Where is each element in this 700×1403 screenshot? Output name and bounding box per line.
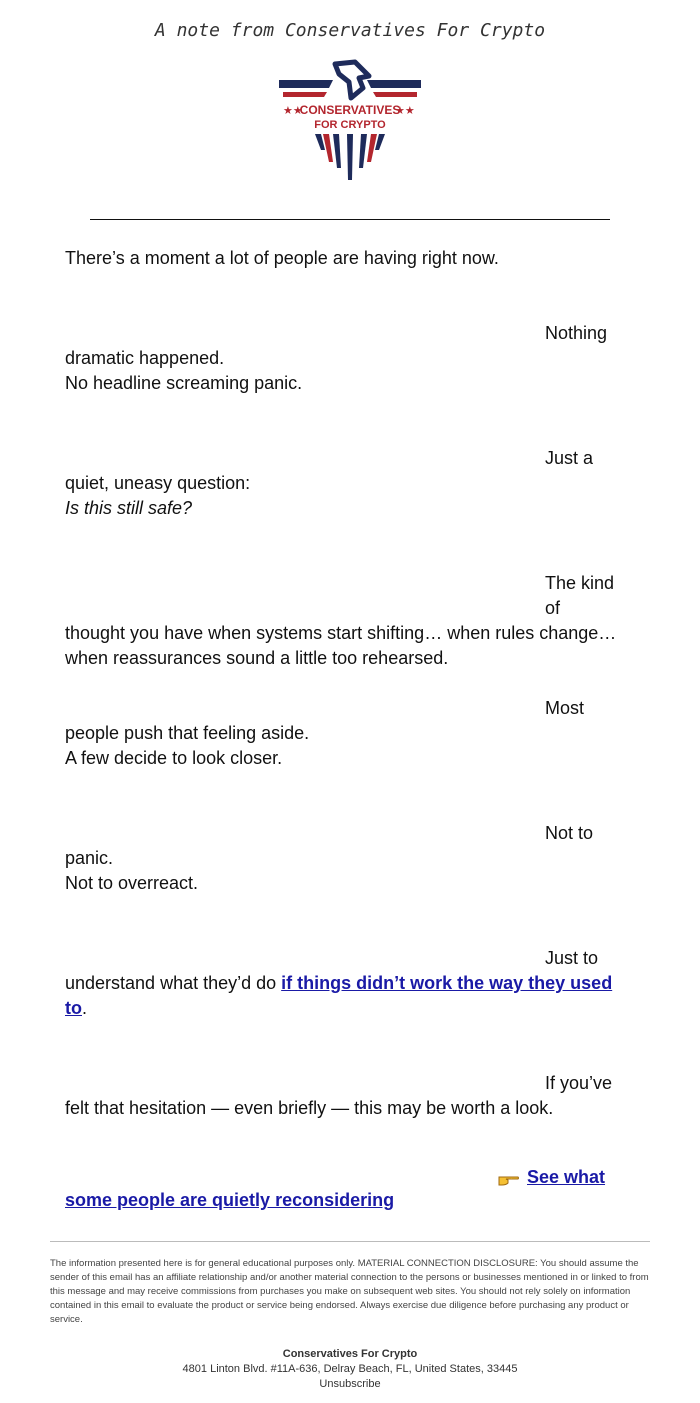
paragraph-6 xyxy=(65,821,625,896)
footer xyxy=(0,1347,700,1392)
paragraph-6-lead: Not to xyxy=(545,823,594,843)
paragraph-3 xyxy=(65,446,625,521)
footer-org-name: Conservatives For Crypto xyxy=(282,1348,418,1360)
svg-text:★★: ★★ xyxy=(395,104,415,117)
paragraph-7-text: understand what they’d do xyxy=(65,973,282,993)
logo-text-line1: CONSERVATIVES xyxy=(299,103,401,117)
conservatives-for-crypto-logo xyxy=(277,58,423,182)
paragraph-1: There’s a moment a lot of people are having right now. xyxy=(65,248,499,268)
footer-address: 4801 Linton Blvd. #11A-636, Delray Beach, FL, United States, 33445 xyxy=(182,1363,518,1375)
paragraph-3-lead: Just a xyxy=(545,448,594,468)
paragraph-7-tail: . xyxy=(82,998,88,1018)
paragraph-5 xyxy=(65,696,625,771)
cta-link[interactable]: See what some people are quietly reconsidering xyxy=(65,1167,606,1210)
paragraph-6-line2: Not to overreact. xyxy=(65,873,199,893)
paragraph-3-question: Is this still safe? xyxy=(65,498,193,518)
svg-text:★★: ★★ xyxy=(283,104,303,117)
unsubscribe-link[interactable]: Unsubscribe xyxy=(319,1378,381,1390)
paragraph-7 xyxy=(65,946,625,1021)
logo-text-line2: FOR CRYPTO xyxy=(314,119,386,131)
paragraph-3-text: quiet, uneasy question: xyxy=(65,473,251,493)
paragraph-5-text: people push that feeling aside. xyxy=(65,723,310,743)
material-connection-disclosure: The information presented here is for general educational purposes only. MATERIAL CONNECTION DISCLOSURE: You should assume the sender of this email has an affiliate relationship and/or another material connection to the persons or businesses mentioned in or linked to from this message and may receive commissions from purchases you make on subsequent web sites. You should not rely solely on information contained in this email to evaluate the product or service being endorsed. Always exercise due diligence before purchasing any product or service. xyxy=(50,1258,649,1325)
inline-link-if-things-didnt-work[interactable]: if things didn’t work the way they used to xyxy=(65,973,613,1018)
header-divider xyxy=(90,219,610,220)
paragraph-2-lead: Nothing xyxy=(545,323,608,343)
paragraph-2-line2: No headline screaming panic. xyxy=(65,373,303,393)
header-note: A note from Conservatives For Crypto xyxy=(154,20,546,41)
paragraph-5-line2: A few decide to look closer. xyxy=(65,748,283,768)
paragraph-8-lead: If you’ve xyxy=(545,1073,613,1093)
paragraph-8-text: felt that hesitation — even briefly — this may be worth a look. xyxy=(65,1098,554,1118)
paragraph-7-lead: Just to xyxy=(545,948,599,968)
paragraph-2-text: dramatic happened. xyxy=(65,348,225,368)
footer-divider xyxy=(50,1241,650,1242)
paragraph-8 xyxy=(65,1071,625,1121)
paragraph-4-text: thought you have when systems start shifting… when rules change… when reassurances sound a little too rehearsed. xyxy=(65,623,617,668)
paragraph-4-lead: The kind of xyxy=(545,573,615,618)
paragraph-5-lead: Most xyxy=(545,698,585,718)
paragraph-2 xyxy=(65,321,625,396)
paragraph-6-text: panic. xyxy=(65,848,114,868)
paragraph-4 xyxy=(65,571,625,671)
